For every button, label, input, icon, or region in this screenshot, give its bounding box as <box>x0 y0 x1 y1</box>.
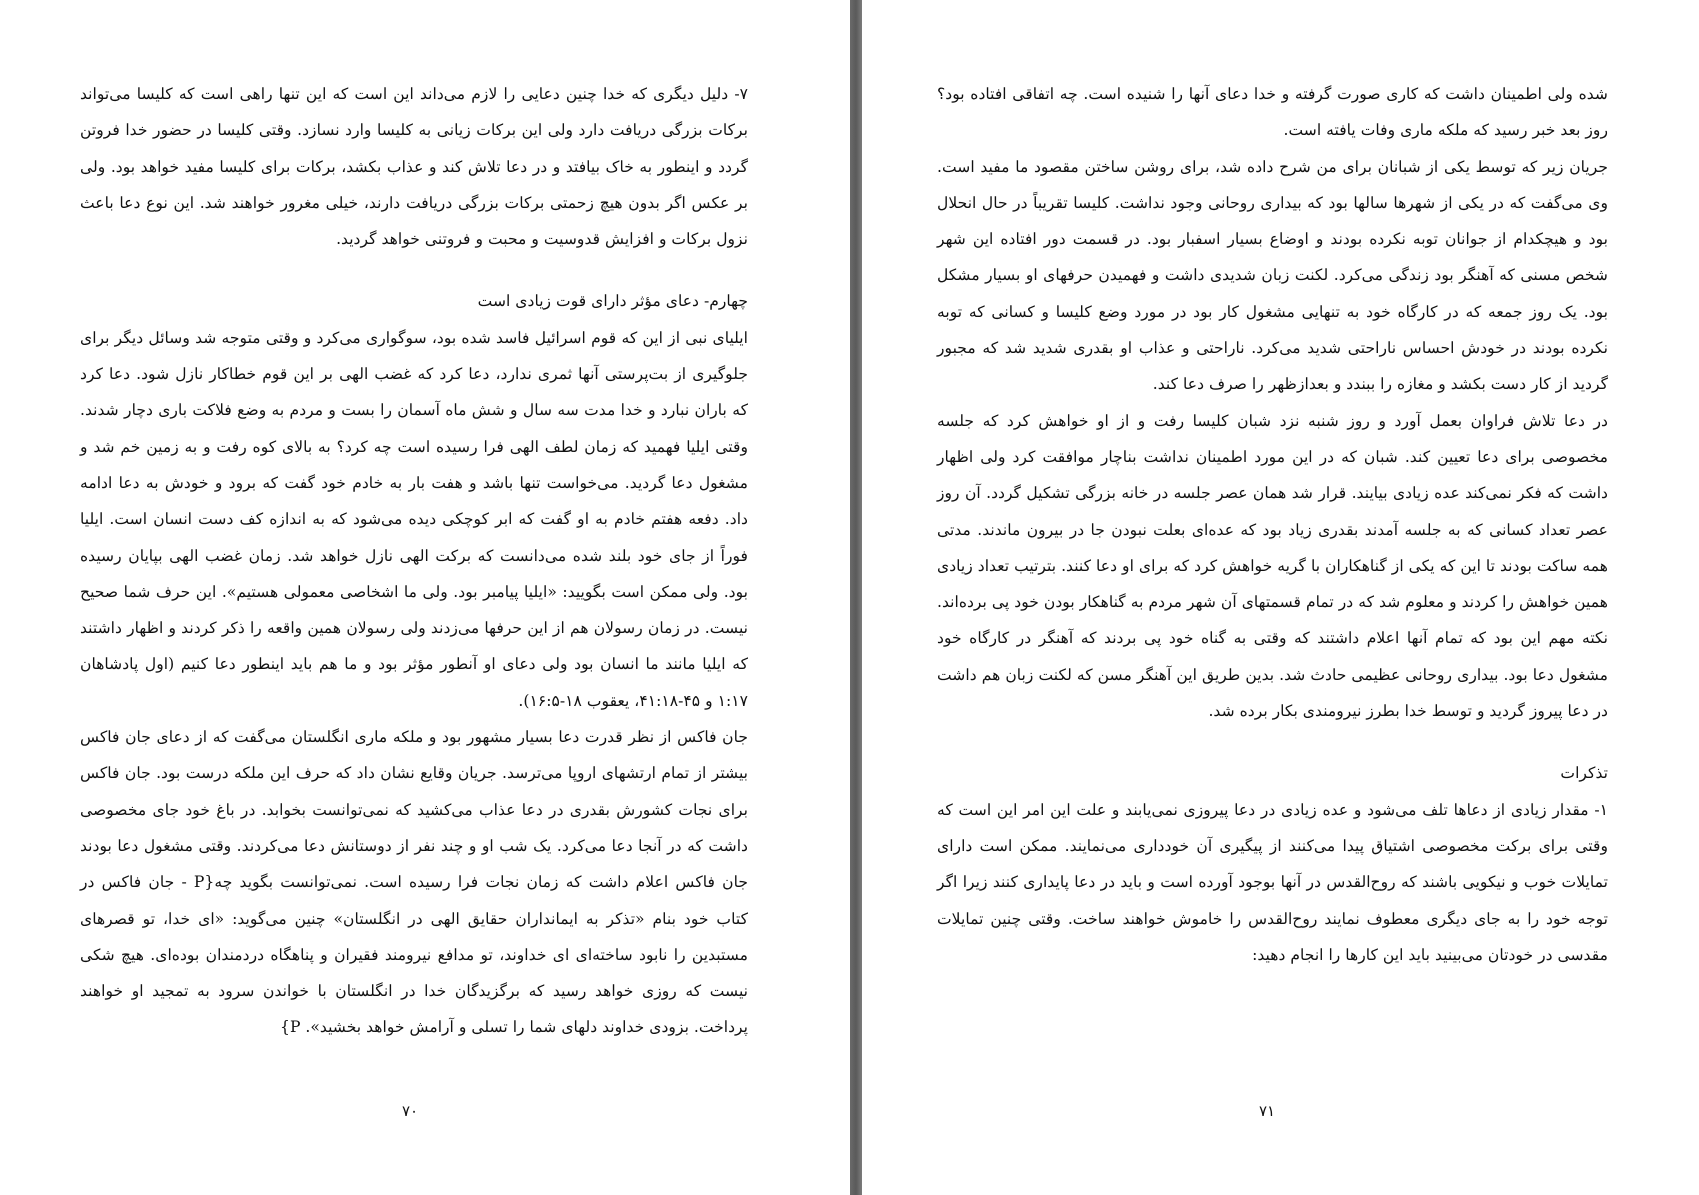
paragraph: در دعا تلاش فراوان بعمل آورد و روز شنبه نزد شبان کلیسا رفت و از او خواهش کرد که جلسه مخصوصی برای دعا تعیین کند. شبان که در این مورد اطمینان نداشت بناچار موافقت کرد ولی اظهار داشت که فکر نمی‌کند عده زیادی بیایند. قرار شد همان عصر جلسه در خانه بزرگی تشکیل گردد. آن روز عصر تعداد کسانی که به جلسه آمدند بقدری زیاد بود که عده‌ای بعلت نبودن جا در بیرون ماندند. مدتی همه ساکت بودند تا این که یکی از گناهکاران با گریه خواهش کرد که برای او دعا کنند. بترتیب تعداد زیادی همین خواهش را کردند و معلوم شد که در تمام قسمتهای آن شهر مردم به گناهکار بودن خود پی برده‌اند. نکته مهم این بود که تمام آنها اعلام داشتند که وقتی به گناه خود پی بردند که آهنگر در کارگاه خود مشغول دعا بود. بیداری روحانی عظیمی حادث شد. بدین طریق این آهنگر مسن که لکنت زبان هم داشت در دعا پیروز گردید و توسط خدا بطرز نیرومندی بکار برده شد. <box>937 411 1608 721</box>
page-number: ۷۱ <box>1258 1102 1276 1120</box>
right-page-text <box>937 76 1608 973</box>
paragraph: ۱- مقدار زیادی از دعاها تلف می‌شود و عده زیادی در دعا پیروزی نمی‌یابند و علت این امر این است که وقتی برای برکت مخصوصی اشتیاق پیدا می‌کنند از پیگیری آن خودداری می‌نمایند. ممکن است دارای تمایلات خوب و نیکویی باشند که روح‌القدس در آنها بوجود آورده است و باید در دعا پایداری کنند زیرا اگر توجه خود را به جای دیگری معطوف نمایند روح‌القدس را خاموش خواهند ساخت. وقتی چنین تمایلات مقدسی در خودتان می‌بینید باید این کارها را انجام دهید: <box>937 800 1608 964</box>
paragraph: ایلیای نبی از این که قوم اسرائیل فاسد شده بود، سوگواری می‌کرد و وقتی متوجه شد وسائل دیگر برای جلوگیری از بت‌پرستی آنها ثمری ندارد، دعا کرد که غضب الهی بر این قوم خطاکار نازل شود. دعا کرد که باران نبارد و خدا مدت سه سال و شش ماه آسمان را بست و مردم به وضع فلاکت باری دچار شدند. وقتی ایلیا فهمید که زمان لطف الهی فرا رسیده است چه کرد؟ به بالای کوه رفت و به زمین خم شد و مشغول دعا گردید. می‌خواست تنها باشد و هفت بار به خادم خود گفت که برود و خودش به دعا ادامه داد. دفعه هفتم خادم به او گفت که ابر کوچکی دیده می‌شود که به اندازه کف دست انسان است. ایلیا فوراً از جای خود بلند شده می‌دانست که برکت الهی نازل خواهد شد. زمان غضب الهی بپایان رسیده بود. ولی ممکن است بگویید: «ایلیا پیامبر بود. ولی ما اشخاصی معمولی هستیم». این حرف شما صحیح نیست. در زمان رسولان هم از این حرفها می‌زدند ولی رسولان همین واقعه را ذکر کردند و اظهار داشتند که ایلیا مانند ما انسان بود ولی دعای او آنطور مؤثر بود و ما هم باید اینطور دعا کنیم (اول پادشاهان ۱:۱۷ و ۴۵-۴۱:۱۸، یعقوب ۱۸-۱۶:۵). <box>80 328 748 710</box>
left-page-text <box>80 76 748 1046</box>
book-gutter <box>850 0 862 1195</box>
paragraph: ۷- دلیل دیگری که خدا چنین دعایی را لازم می‌داند این است که این تنها راهی است که کلیسا می‌تواند برکات بزرگی دریافت دارد ولی این برکات زیانی به کلیسا وارد نسازد. وقتی کلیسا در حضور خدا فروتن گردد و اینطور به خاک بیافتد و در دعا تلاش کند و عذاب بکشد، برکات برای کلیسا مفید خواهد بود. ولی بر عکس اگر بدون هیچ زحمتی برکات بزرگی دریافت دارند، خیلی مغرور خواهند شد. این نوع دعا باعث نزول برکات و افزایش قدوسیت و محبت و فروتنی خواهد گردید. <box>80 85 748 249</box>
page-number: ۷۰ <box>401 1102 419 1120</box>
paragraph: جریان زیر که توسط یکی از شبانان برای من شرح داده شد، برای روشن ساختن مقصود ما مفید است. وی می‌گفت که در یکی از شهرها سالها بود که بیداری روحانی وجود نداشت. کلیسا تقریباً در حال انحلال بود و هیچکدام از جوانان توبه نکرده بودند و اوضاع بسیار اسفبار بود. در قسمت دور افتاده این شهر شخص مسنی که آهنگر بود زندگی می‌کرد. لکنت زبان شدیدی داشت و فهمیدن حرفهای او بسیار مشکل بود. یک روز جمعه که در کارگاه خود به تنهایی مشغول کار بود در مورد وضع کلیسا و کسانی که توبه نکرده بودند در خودش احساس ناراحتی شدید می‌کرد. ناراحتی و عذاب او بقدری شدید شد که مجبور گردید از کار دست بکشد و مغازه را ببندد و بعدازظهر را صرف دعا کند. <box>937 157 1608 394</box>
section-heading: چهارم- دعای مؤثر دارای قوت زیادی است <box>477 292 748 311</box>
paragraph: جان فاکس از نظر قدرت دعا بسیار مشهور بود و ملکه ماری انگلستان می‌گفت که از دعای جان فاکس بیشتر از تمام ارتشهای اروپا می‌ترسد. جریان وقایع نشان داد که حرف این ملکه درست بود. جان فاکس برای نجات کشورش بقدری در دعا عذاب می‌کشید که نمی‌توانست بخوابد. در باغ خود جای مخصوصی داشت که در آنجا دعا می‌کرد. یک شب او و چند نفر از دوستانش دعا می‌کردند. وقتی مشغول دعا بودند جان فاکس اعلام داشت که زمان نجات فرا رسیده است. نمی‌توانست بگوید چه{P - جان فاکس در کتاب خود بنام «تذکر به ایمانداران حقایق الهی در انگلستان» چنین می‌گوید: «ای خدا، تو قصرهای مستبدین را نابود ساخته‌ای ای خداوند، تو مدافع نیرومند فقیران و پناهگاه دردمندان بوده‌ای. هیچ شکی نیست که روزی خواهد رسید که برگزیدگان خدا در انگلستان با خواندن سرود به تمجید او خواهند پرداخت. بزودی خداوند دلهای شما را تسلی و آرامش خواهد بخشید». P} <box>80 728 748 1037</box>
section-heading: تذکرات <box>1560 764 1608 783</box>
right-page <box>862 0 1699 1195</box>
paragraph: شده ولی اطمینان داشت که کاری صورت گرفته و خدا دعای آنها را شنیده است. چه اتفاقی افتاده بود؟ روز بعد خبر رسید که ملکه ماری وفات یافته است. <box>937 85 1608 140</box>
